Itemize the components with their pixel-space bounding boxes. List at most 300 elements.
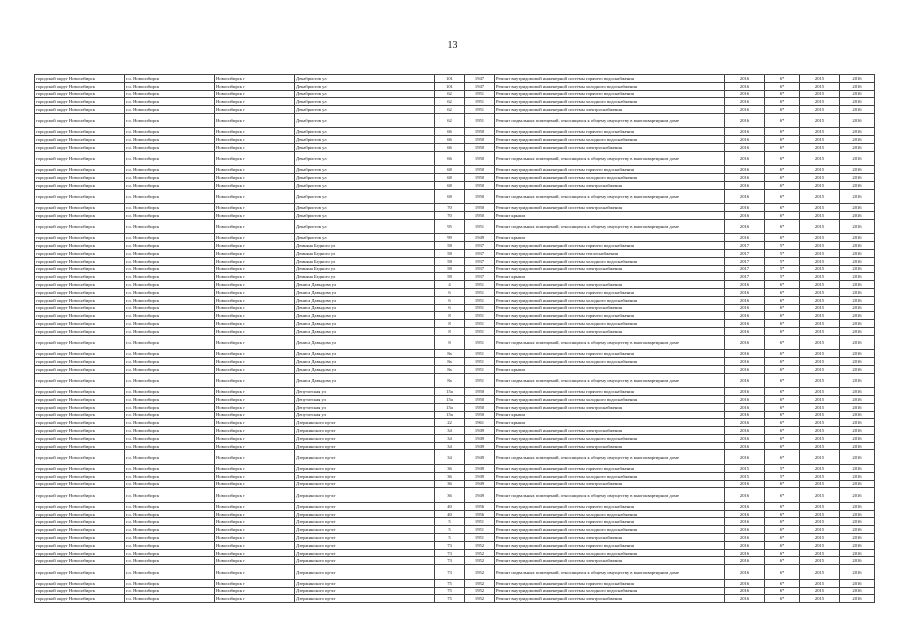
locality-cell: г.о. Новосибирск bbox=[125, 234, 215, 242]
built-year-cell: 1952 bbox=[465, 565, 495, 580]
period-end-cell: 2016 bbox=[840, 427, 875, 435]
period-start-cell: 2015 bbox=[800, 144, 840, 152]
period-end-cell: 2016 bbox=[840, 204, 875, 212]
municipality-cell: городской округ Новосибирск bbox=[35, 442, 125, 450]
locality-cell: г.о. Новосибирск bbox=[125, 472, 215, 480]
period-start-cell: 2015 bbox=[800, 320, 840, 328]
municipality-cell: городской округ Новосибирск bbox=[35, 249, 125, 257]
city-cell: Новосибирск г bbox=[215, 510, 295, 518]
start-year-cell: 2016 bbox=[725, 136, 765, 144]
locality-cell: г.о. Новосибирск bbox=[125, 358, 215, 366]
table-row bbox=[35, 273, 875, 281]
period-start-cell: 2015 bbox=[800, 434, 840, 442]
table-row bbox=[35, 488, 875, 503]
street-cell: Декабристов ул bbox=[295, 144, 435, 152]
month-cell: 6* bbox=[765, 144, 800, 152]
month-cell: 6* bbox=[765, 151, 800, 166]
city-cell: Новосибирск г bbox=[215, 549, 295, 557]
work-type-cell: Ремонт внутридомовой инженерной системы горячего водоснабжения bbox=[495, 312, 725, 320]
period-end-cell: 2016 bbox=[840, 373, 875, 388]
city-cell: Новосибирск г bbox=[215, 288, 295, 296]
table-row bbox=[35, 312, 875, 320]
locality-cell: г.о. Новосибирск bbox=[125, 411, 215, 419]
house-cell: 70 bbox=[435, 204, 465, 212]
locality-cell: г.о. Новосибирск bbox=[125, 204, 215, 212]
work-type-cell: Ремонт внутридомовой инженерной системы горячего водоснабжения bbox=[495, 90, 725, 98]
start-year-cell: 2016 bbox=[725, 419, 765, 427]
street-cell: Дзержинского пр-кт bbox=[295, 587, 435, 595]
municipality-cell: городской округ Новосибирск bbox=[35, 181, 125, 189]
start-year-cell: 2016 bbox=[725, 90, 765, 98]
built-year-cell: 1950 bbox=[465, 395, 495, 403]
start-year-cell: 2016 bbox=[725, 541, 765, 549]
table-row bbox=[35, 113, 875, 128]
period-start-cell: 2015 bbox=[800, 335, 840, 350]
house-cell: 73 bbox=[435, 565, 465, 580]
municipality-cell: городской округ Новосибирск bbox=[35, 419, 125, 427]
built-year-cell: 1950 bbox=[465, 212, 495, 220]
period-start-cell: 2015 bbox=[800, 549, 840, 557]
house-cell: 36 bbox=[435, 472, 465, 480]
built-year-cell: 1952 bbox=[465, 549, 495, 557]
municipality-cell: городской округ Новосибирск bbox=[35, 411, 125, 419]
city-cell: Новосибирск г bbox=[215, 136, 295, 144]
work-type-cell: Ремонт подвальных помещений, относящихся к общему имуществу в многоквартирном доме bbox=[495, 450, 725, 465]
table-row bbox=[35, 534, 875, 542]
period-end-cell: 2016 bbox=[840, 403, 875, 411]
city-cell: Новосибирск г bbox=[215, 189, 295, 204]
period-end-cell: 2016 bbox=[840, 136, 875, 144]
city-cell: Новосибирск г bbox=[215, 557, 295, 565]
locality-cell: г.о. Новосибирск bbox=[125, 419, 215, 427]
start-year-cell: 2016 bbox=[725, 510, 765, 518]
city-cell: Новосибирск г bbox=[215, 257, 295, 265]
period-end-cell: 2016 bbox=[840, 365, 875, 373]
month-cell: 6* bbox=[765, 296, 800, 304]
built-year-cell: 1937 bbox=[465, 273, 495, 281]
built-year-cell: 1947 bbox=[465, 82, 495, 90]
house-cell: 6 bbox=[435, 288, 465, 296]
month-cell: 6* bbox=[765, 388, 800, 396]
locality-cell: г.о. Новосибирск bbox=[125, 312, 215, 320]
period-end-cell: 2016 bbox=[840, 174, 875, 182]
built-year-cell: 1950 bbox=[465, 144, 495, 152]
month-cell: 6* bbox=[765, 480, 800, 488]
start-year-cell: 2016 bbox=[725, 327, 765, 335]
start-year-cell: 2016 bbox=[725, 113, 765, 128]
city-cell: Новосибирск г bbox=[215, 128, 295, 136]
built-year-cell: 1951 bbox=[465, 90, 495, 98]
table-row bbox=[35, 296, 875, 304]
locality-cell: г.о. Новосибирск bbox=[125, 518, 215, 526]
month-cell: 5* bbox=[765, 257, 800, 265]
house-cell: 8 bbox=[435, 327, 465, 335]
locality-cell: г.о. Новосибирск bbox=[125, 288, 215, 296]
street-cell: Декабристов ул bbox=[295, 166, 435, 174]
municipality-cell: городской округ Новосибирск bbox=[35, 395, 125, 403]
table-row bbox=[35, 350, 875, 358]
built-year-cell: 1951 bbox=[465, 365, 495, 373]
house-cell: 8 bbox=[435, 320, 465, 328]
locality-cell: г.о. Новосибирск bbox=[125, 541, 215, 549]
city-cell: Новосибирск г bbox=[215, 526, 295, 534]
built-year-cell: 1950 bbox=[465, 204, 495, 212]
locality-cell: г.о. Новосибирск bbox=[125, 373, 215, 388]
table-row bbox=[35, 411, 875, 419]
work-type-cell: Ремонт внутридомовой инженерной системы холодного водоснабжения bbox=[495, 472, 725, 480]
street-cell: Дзержинского пр-кт bbox=[295, 595, 435, 603]
city-cell: Новосибирск г bbox=[215, 320, 295, 328]
locality-cell: г.о. Новосибирск bbox=[125, 434, 215, 442]
street-cell: Дзержинского пр-кт bbox=[295, 557, 435, 565]
work-type-cell: Ремонт подвальных помещений, относящихся к общему имуществу в многоквартирном доме bbox=[495, 488, 725, 503]
table-row bbox=[35, 98, 875, 106]
house-cell: 58 bbox=[435, 273, 465, 281]
city-cell: Новосибирск г bbox=[215, 151, 295, 166]
period-end-cell: 2016 bbox=[840, 327, 875, 335]
month-cell: 6* bbox=[765, 434, 800, 442]
house-cell: 5 bbox=[435, 518, 465, 526]
month-cell: 5* bbox=[765, 242, 800, 250]
period-start-cell: 2015 bbox=[800, 358, 840, 366]
work-type-cell: Ремонт внутридомовой инженерной системы электроснабжения bbox=[495, 265, 725, 273]
city-cell: Новосибирск г bbox=[215, 419, 295, 427]
month-cell: 6* bbox=[765, 541, 800, 549]
period-start-cell: 2015 bbox=[800, 327, 840, 335]
built-year-cell: 1951 bbox=[465, 518, 495, 526]
table-row bbox=[35, 304, 875, 312]
period-start-cell: 2015 bbox=[800, 174, 840, 182]
built-year-cell: 1951 bbox=[465, 106, 495, 114]
locality-cell: г.о. Новосибирск bbox=[125, 273, 215, 281]
table-row bbox=[35, 472, 875, 480]
built-year-cell: 1952 bbox=[465, 541, 495, 549]
built-year-cell: 1951 bbox=[465, 288, 495, 296]
start-year-cell: 2016 bbox=[725, 442, 765, 450]
city-cell: Новосибирск г bbox=[215, 480, 295, 488]
period-end-cell: 2016 bbox=[840, 549, 875, 557]
built-year-cell: 1950 bbox=[465, 388, 495, 396]
locality-cell: г.о. Новосибирск bbox=[125, 249, 215, 257]
city-cell: Новосибирск г bbox=[215, 488, 295, 503]
street-cell: Дзержинского пр-кт bbox=[295, 510, 435, 518]
period-end-cell: 2016 bbox=[840, 335, 875, 350]
municipality-cell: городской округ Новосибирск bbox=[35, 557, 125, 565]
street-cell: Дениса Давыдова ул bbox=[295, 335, 435, 350]
start-year-cell: 2016 bbox=[725, 534, 765, 542]
work-type-cell: Ремонт внутридомовой инженерной системы холодного водоснабжения bbox=[495, 174, 725, 182]
city-cell: Новосибирск г bbox=[215, 427, 295, 435]
municipality-cell: городской округ Новосибирск bbox=[35, 403, 125, 411]
work-type-cell: Ремонт внутридомовой инженерной системы электроснабжения bbox=[495, 181, 725, 189]
start-year-cell: 2016 bbox=[725, 579, 765, 587]
street-cell: Декабристов ул bbox=[295, 212, 435, 220]
month-cell: 6* bbox=[765, 174, 800, 182]
period-end-cell: 2016 bbox=[840, 434, 875, 442]
street-cell: Декабристов ул bbox=[295, 151, 435, 166]
locality-cell: г.о. Новосибирск bbox=[125, 488, 215, 503]
period-start-cell: 2015 bbox=[800, 427, 840, 435]
table-row bbox=[35, 502, 875, 510]
period-start-cell: 2015 bbox=[800, 288, 840, 296]
work-type-cell: Ремонт внутридомовой инженерной системы холодного водоснабжения bbox=[495, 358, 725, 366]
city-cell: Новосибирск г bbox=[215, 502, 295, 510]
period-start-cell: 2015 bbox=[800, 166, 840, 174]
period-end-cell: 2016 bbox=[840, 90, 875, 98]
house-cell: 58 bbox=[435, 249, 465, 257]
work-type-cell: Ремонт внутридомовой инженерной системы горячего водоснабжения bbox=[495, 388, 725, 396]
locality-cell: г.о. Новосибирск bbox=[125, 427, 215, 435]
built-year-cell: 1949 bbox=[465, 427, 495, 435]
table-row bbox=[35, 526, 875, 534]
period-end-cell: 2016 bbox=[840, 450, 875, 465]
street-cell: Декабристов ул bbox=[295, 82, 435, 90]
built-year-cell: 1950 bbox=[465, 403, 495, 411]
period-start-cell: 2015 bbox=[800, 464, 840, 472]
table-row bbox=[35, 242, 875, 250]
period-end-cell: 2016 bbox=[840, 526, 875, 534]
work-type-cell: Ремонт внутридомовой инженерной системы горячего водоснабжения bbox=[495, 128, 725, 136]
start-year-cell: 2016 bbox=[725, 128, 765, 136]
city-cell: Новосибирск г bbox=[215, 144, 295, 152]
period-end-cell: 2016 bbox=[840, 113, 875, 128]
repair-schedule-table bbox=[34, 74, 875, 603]
locality-cell: г.о. Новосибирск bbox=[125, 113, 215, 128]
period-end-cell: 2016 bbox=[840, 189, 875, 204]
month-cell: 5* bbox=[765, 464, 800, 472]
table-row bbox=[35, 90, 875, 98]
period-end-cell: 2016 bbox=[840, 442, 875, 450]
period-end-cell: 2016 bbox=[840, 249, 875, 257]
built-year-cell: 1951 bbox=[465, 358, 495, 366]
city-cell: Новосибирск г bbox=[215, 234, 295, 242]
table-row bbox=[35, 249, 875, 257]
built-year-cell: 1937 bbox=[465, 257, 495, 265]
period-start-cell: 2015 bbox=[800, 488, 840, 503]
city-cell: Новосибирск г bbox=[215, 403, 295, 411]
period-end-cell: 2016 bbox=[840, 488, 875, 503]
city-cell: Новосибирск г bbox=[215, 281, 295, 289]
locality-cell: г.о. Новосибирск bbox=[125, 442, 215, 450]
period-start-cell: 2015 bbox=[800, 541, 840, 549]
period-start-cell: 2015 bbox=[800, 526, 840, 534]
house-cell: 36 bbox=[435, 480, 465, 488]
period-start-cell: 2015 bbox=[800, 557, 840, 565]
city-cell: Новосибирск г bbox=[215, 395, 295, 403]
street-cell: Дениса Давыдова ул bbox=[295, 373, 435, 388]
municipality-cell: городской округ Новосибирск bbox=[35, 106, 125, 114]
municipality-cell: городской округ Новосибирск bbox=[35, 204, 125, 212]
municipality-cell: городской округ Новосибирск bbox=[35, 212, 125, 220]
house-cell: 62 bbox=[435, 106, 465, 114]
street-cell: Дзержинского пр-кт bbox=[295, 442, 435, 450]
street-cell: Дениса Давыдова ул bbox=[295, 358, 435, 366]
month-cell: 5* bbox=[765, 249, 800, 257]
city-cell: Новосибирск г bbox=[215, 296, 295, 304]
built-year-cell: 1951 bbox=[465, 335, 495, 350]
start-year-cell: 2016 bbox=[725, 212, 765, 220]
municipality-cell: городской округ Новосибирск bbox=[35, 136, 125, 144]
work-type-cell: Ремонт крыши bbox=[495, 419, 725, 427]
house-cell: 75 bbox=[435, 595, 465, 603]
street-cell: Декабристов ул bbox=[295, 113, 435, 128]
street-cell: Декабристов ул bbox=[295, 106, 435, 114]
table-row bbox=[35, 427, 875, 435]
city-cell: Новосибирск г bbox=[215, 273, 295, 281]
built-year-cell: 1950 bbox=[465, 189, 495, 204]
locality-cell: г.о. Новосибирск bbox=[125, 534, 215, 542]
municipality-cell: городской округ Новосибирск bbox=[35, 373, 125, 388]
city-cell: Новосибирск г bbox=[215, 219, 295, 234]
municipality-cell: городской округ Новосибирск bbox=[35, 565, 125, 580]
locality-cell: г.о. Новосибирск bbox=[125, 75, 215, 83]
page-number: 13 bbox=[447, 40, 458, 51]
start-year-cell: 2015 bbox=[725, 464, 765, 472]
period-start-cell: 2015 bbox=[800, 388, 840, 396]
work-type-cell: Ремонт внутридомовой инженерной системы холодного водоснабжения bbox=[495, 257, 725, 265]
period-end-cell: 2016 bbox=[840, 510, 875, 518]
period-start-cell: 2015 bbox=[800, 212, 840, 220]
municipality-cell: городской округ Новосибирск bbox=[35, 365, 125, 373]
period-end-cell: 2016 bbox=[840, 281, 875, 289]
start-year-cell: 2016 bbox=[725, 480, 765, 488]
built-year-cell: 1937 bbox=[465, 249, 495, 257]
city-cell: Новосибирск г bbox=[215, 335, 295, 350]
month-cell: 6* bbox=[765, 106, 800, 114]
city-cell: Новосибирск г bbox=[215, 98, 295, 106]
house-cell: 73 bbox=[435, 541, 465, 549]
municipality-cell: городской округ Новосибирск bbox=[35, 189, 125, 204]
work-type-cell: Ремонт крыши bbox=[495, 273, 725, 281]
work-type-cell: Ремонт внутридомовой инженерной системы электроснабжения bbox=[495, 403, 725, 411]
work-type-cell: Ремонт внутридомовой инженерной системы холодного водоснабжения bbox=[495, 82, 725, 90]
locality-cell: г.о. Новосибирск bbox=[125, 587, 215, 595]
period-start-cell: 2015 bbox=[800, 587, 840, 595]
city-cell: Новосибирск г bbox=[215, 518, 295, 526]
period-start-cell: 2015 bbox=[800, 273, 840, 281]
period-start-cell: 2015 bbox=[800, 350, 840, 358]
start-year-cell: 2016 bbox=[725, 350, 765, 358]
period-start-cell: 2015 bbox=[800, 403, 840, 411]
street-cell: Дениса Давыдова ул bbox=[295, 288, 435, 296]
built-year-cell: 1951 bbox=[465, 219, 495, 234]
start-year-cell: 2016 bbox=[725, 174, 765, 182]
table-row bbox=[35, 128, 875, 136]
built-year-cell: 1951 bbox=[465, 534, 495, 542]
start-year-cell: 2016 bbox=[725, 98, 765, 106]
house-cell: 58 bbox=[435, 265, 465, 273]
built-year-cell: 1956 bbox=[465, 510, 495, 518]
period-end-cell: 2016 bbox=[840, 419, 875, 427]
built-year-cell: 1951 bbox=[465, 327, 495, 335]
work-type-cell: Ремонт внутридомовой инженерной системы холодного водоснабжения bbox=[495, 98, 725, 106]
built-year-cell: 1949 bbox=[465, 434, 495, 442]
work-type-cell: Ремонт внутридомовой инженерной системы электроснабжения bbox=[495, 327, 725, 335]
municipality-cell: городской округ Новосибирск bbox=[35, 358, 125, 366]
street-cell: Декабристов ул bbox=[295, 234, 435, 242]
house-cell: 62 bbox=[435, 90, 465, 98]
street-cell: Дзержинского пр-кт bbox=[295, 541, 435, 549]
month-cell: 6* bbox=[765, 411, 800, 419]
start-year-cell: 2016 bbox=[725, 234, 765, 242]
locality-cell: г.о. Новосибирск bbox=[125, 480, 215, 488]
city-cell: Новосибирск г bbox=[215, 106, 295, 114]
city-cell: Новосибирск г bbox=[215, 411, 295, 419]
street-cell: Дениса Давыдова ул bbox=[295, 312, 435, 320]
table-row bbox=[35, 549, 875, 557]
municipality-cell: городской округ Новосибирск bbox=[35, 144, 125, 152]
start-year-cell: 2016 bbox=[725, 411, 765, 419]
period-start-cell: 2015 bbox=[800, 181, 840, 189]
period-end-cell: 2016 bbox=[840, 82, 875, 90]
street-cell: Декабристов ул bbox=[295, 75, 435, 83]
municipality-cell: городской округ Новосибирск bbox=[35, 464, 125, 472]
locality-cell: г.о. Новосибирск bbox=[125, 395, 215, 403]
period-start-cell: 2015 bbox=[800, 565, 840, 580]
locality-cell: г.о. Новосибирск bbox=[125, 136, 215, 144]
municipality-cell: городской округ Новосибирск bbox=[35, 82, 125, 90]
start-year-cell: 2017 bbox=[725, 265, 765, 273]
month-cell: 6* bbox=[765, 450, 800, 465]
work-type-cell: Ремонт внутридомовой инженерной системы холодного водоснабжения bbox=[495, 510, 725, 518]
table-row bbox=[35, 587, 875, 595]
table-row bbox=[35, 219, 875, 234]
built-year-cell: 1952 bbox=[465, 587, 495, 595]
start-year-cell: 2017 bbox=[725, 273, 765, 281]
house-cell: 40 bbox=[435, 502, 465, 510]
work-type-cell: Ремонт внутридомовой инженерной системы электроснабжения bbox=[495, 427, 725, 435]
month-cell: 6* bbox=[765, 427, 800, 435]
work-type-cell: Ремонт внутридомовой инженерной системы горячего водоснабжения bbox=[495, 166, 725, 174]
month-cell: 6* bbox=[765, 219, 800, 234]
municipality-cell: городской округ Новосибирск bbox=[35, 265, 125, 273]
month-cell: 6* bbox=[765, 304, 800, 312]
start-year-cell: 2016 bbox=[725, 403, 765, 411]
period-end-cell: 2016 bbox=[840, 388, 875, 396]
period-end-cell: 2016 bbox=[840, 265, 875, 273]
work-type-cell: Ремонт внутридомовой инженерной системы электроснабжения bbox=[495, 480, 725, 488]
municipality-cell: городской округ Новосибирск bbox=[35, 128, 125, 136]
locality-cell: г.о. Новосибирск bbox=[125, 450, 215, 465]
locality-cell: г.о. Новосибирск bbox=[125, 82, 215, 90]
period-start-cell: 2015 bbox=[800, 304, 840, 312]
built-year-cell: 1950 bbox=[465, 128, 495, 136]
work-type-cell: Ремонт внутридомовой инженерной системы горячего водоснабжения bbox=[495, 288, 725, 296]
street-cell: Декабристов ул bbox=[295, 219, 435, 234]
period-start-cell: 2015 bbox=[800, 450, 840, 465]
built-year-cell: 1950 bbox=[465, 166, 495, 174]
city-cell: Новосибирск г bbox=[215, 304, 295, 312]
month-cell: 6* bbox=[765, 442, 800, 450]
work-type-cell: Ремонт внутридомовой инженерной системы электроснабжения bbox=[495, 595, 725, 603]
municipality-cell: городской округ Новосибирск bbox=[35, 296, 125, 304]
street-cell: Дзержинского пр-кт bbox=[295, 464, 435, 472]
street-cell: Декабристов ул bbox=[295, 90, 435, 98]
period-end-cell: 2016 bbox=[840, 257, 875, 265]
month-cell: 6* bbox=[765, 181, 800, 189]
work-type-cell: Ремонт подвальных помещений, относящихся к общему имуществу в многоквартирном доме bbox=[495, 373, 725, 388]
municipality-cell: городской округ Новосибирск bbox=[35, 90, 125, 98]
street-cell: Дзержинского пр-кт bbox=[295, 480, 435, 488]
street-cell: Дениса Давыдова ул bbox=[295, 296, 435, 304]
period-end-cell: 2016 bbox=[840, 75, 875, 83]
house-cell: 4 bbox=[435, 281, 465, 289]
house-cell: 68 bbox=[435, 174, 465, 182]
built-year-cell: 1949 bbox=[465, 442, 495, 450]
month-cell: 6* bbox=[765, 365, 800, 373]
house-cell: 5 bbox=[435, 526, 465, 534]
period-end-cell: 2016 bbox=[840, 350, 875, 358]
